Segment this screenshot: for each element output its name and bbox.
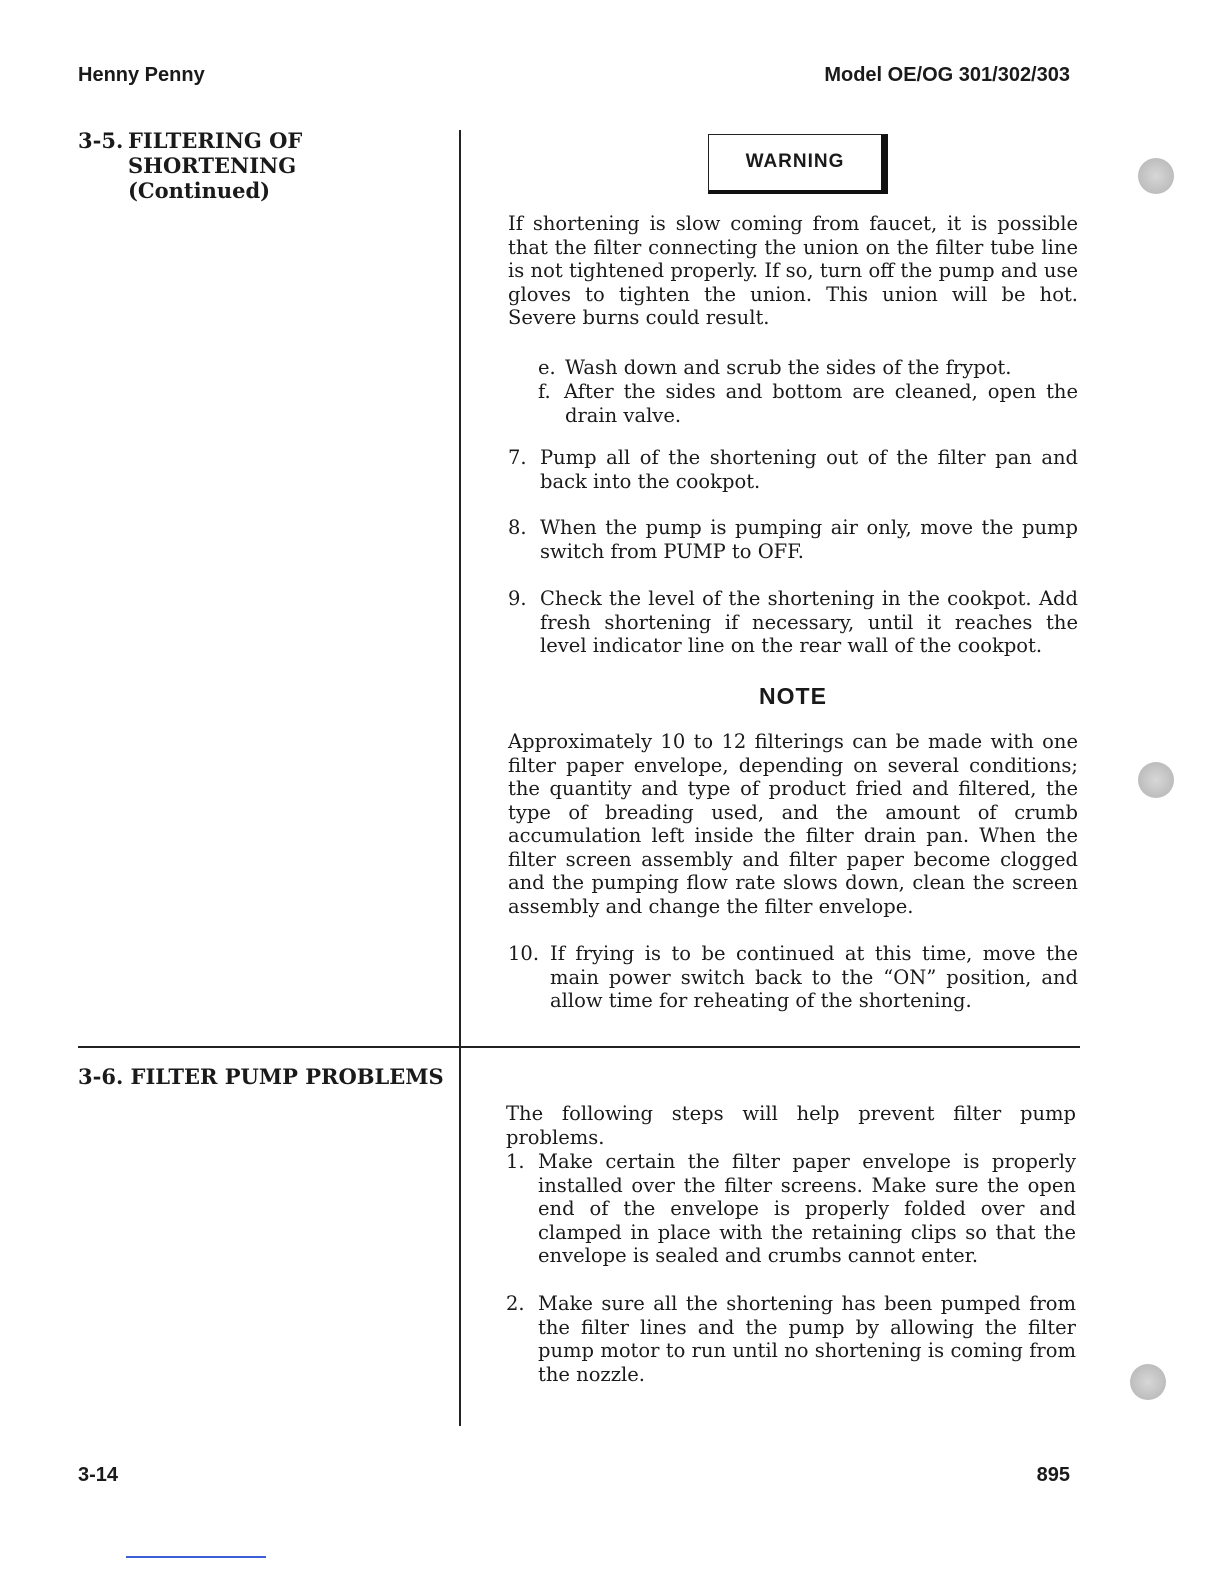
sub-step-label: e. bbox=[538, 356, 556, 379]
step-label: 9. bbox=[508, 587, 527, 610]
section-3-5-title bbox=[78, 128, 302, 203]
step-text: Make sure all the shortening has been pumped from the filter lines and the pump by allowing the filter pump motor to run until no shortening is coming from the nozzle. bbox=[538, 1292, 1076, 1386]
section-3-6-intro: The following steps will help prevent filter pump problems. bbox=[506, 1102, 1076, 1149]
step-text: Make certain the filter paper envelope is properly installed over the filter screens. Make sure the open end of the envelope is properly folded over and clamped in place with the retaining clips so that the envelope is sealed and crumbs cannot enter. bbox=[538, 1150, 1076, 1267]
section-3-5-title-line3: (Continued) bbox=[128, 178, 271, 203]
pump-step-2 bbox=[506, 1292, 1076, 1386]
scan-artifact-line bbox=[126, 1556, 266, 1558]
page-number: 895 bbox=[1036, 1464, 1070, 1486]
step-text: Pump all of the shortening out of the filter pan and back into the cookpot. bbox=[540, 446, 1078, 493]
page-section-number: 3-14 bbox=[78, 1464, 119, 1486]
section-3-6-title: 3-6. FILTER PUMP PROBLEMS bbox=[78, 1064, 444, 1089]
section-3-5-title-line2: SHORTENING bbox=[128, 153, 297, 178]
note-label: NOTE bbox=[759, 683, 827, 709]
step-text: When the pump is pumping air only, move the pump switch from PUMP to OFF. bbox=[540, 516, 1078, 563]
step-text: Check the level of the shortening in the cookpot. Add fresh shortening if necessary, until it reaches the level indicator line on the rear wall of the cookpot. bbox=[540, 587, 1078, 657]
step-label: 7. bbox=[508, 446, 527, 469]
binder-hole-icon bbox=[1138, 158, 1174, 194]
header-brand: Henny Penny bbox=[78, 64, 205, 86]
note-text: Approximately 10 to 12 filterings can be made with one filter paper envelope, depending on several conditions; the quantity and type of product fried and filtered, the type of breading used, and the amount of crumb accumulation left inside the filter drain pan. When the filter screen assembly and filter paper become clogged and the pumping flow rate slows down, clean the screen assembly and change the filter envelope. bbox=[508, 730, 1078, 918]
step-10 bbox=[508, 942, 1078, 1013]
warning-label: WARNING bbox=[708, 134, 888, 194]
step-label: 8. bbox=[508, 516, 527, 539]
column-divider bbox=[459, 130, 461, 1426]
step-8 bbox=[508, 516, 1078, 563]
section-divider bbox=[78, 1046, 1080, 1048]
step-label: 10. bbox=[508, 942, 540, 965]
header-model: Model OE/OG 301/302/303 bbox=[824, 64, 1070, 86]
step-text: If frying is to be continued at this time, move the main power switch back to the “ON” position, and allow time for reheating of the shortening. bbox=[550, 942, 1078, 1012]
step-label: 2. bbox=[506, 1292, 525, 1315]
sub-step-e bbox=[538, 356, 1078, 380]
binder-hole-icon bbox=[1130, 1364, 1166, 1400]
warning-text: If shortening is slow coming from faucet, it is possible that the filter connecting the union on the filter tube line is not tightened properly. If so, turn off the pump and use gloves to tighten the union. This union will be hot. Severe burns could result. bbox=[508, 212, 1078, 329]
section-3-5-title-line1: FILTERING OF bbox=[128, 128, 303, 153]
step-label: 1. bbox=[506, 1150, 525, 1173]
step-7 bbox=[508, 446, 1078, 493]
section-3-5-number: 3-5. bbox=[78, 128, 124, 153]
pump-step-1 bbox=[506, 1150, 1076, 1268]
sub-step-f bbox=[538, 380, 1078, 427]
binder-hole-icon bbox=[1138, 762, 1174, 798]
sub-step-text: After the sides and bottom are cleaned, open the drain valve. bbox=[564, 380, 1078, 427]
sub-step-text: Wash down and scrub the sides of the frypot. bbox=[565, 356, 1012, 379]
step-9 bbox=[508, 587, 1078, 658]
sub-step-label: f. bbox=[538, 380, 551, 403]
